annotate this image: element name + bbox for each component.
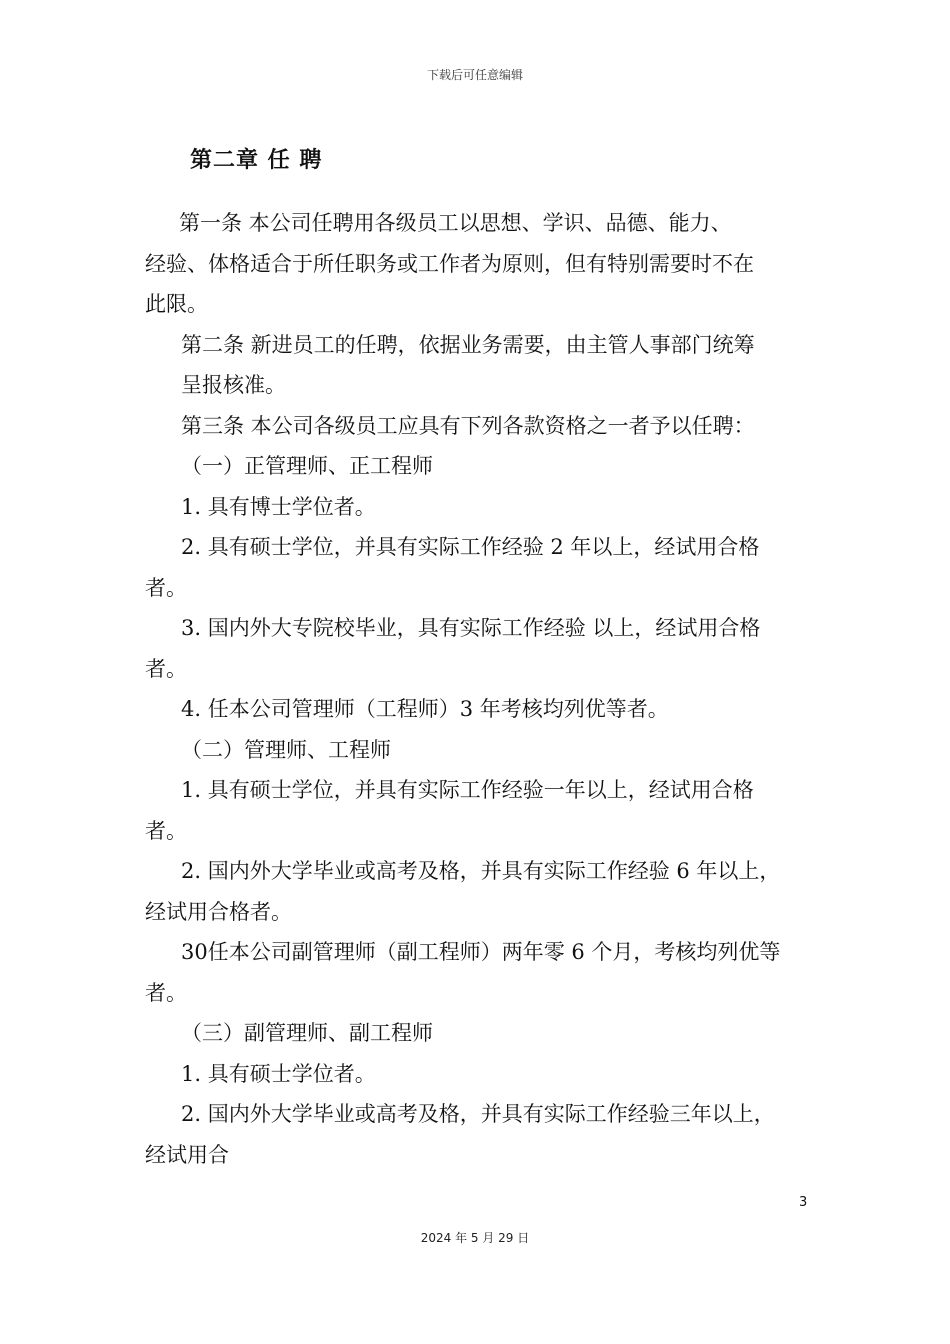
footer-date: 2024 年 5 月 29 日 [420,1231,530,1245]
body-line: 经试用合 [145,1142,229,1167]
body-line: 1. 具有硕士学位者。 [181,1061,376,1086]
body-line: 30任本公司副管理师（副工程师）两年零 6 个月，考核均列优等 [181,940,781,964]
document-body [145,203,815,1175]
body-line: 2. 国内外大学毕业或高考及格，并具有实际工作经验三年以上， [181,1102,775,1126]
body-line: 第一条 本公司任聘用各级员工以思想、学识、品德、能力、 [179,211,732,235]
body-line: （一）正管理师、正工程师 [181,454,433,478]
body-line: （三）副管理师、副工程师 [181,1021,433,1045]
chapter-title: 第二章 任 聘 [190,148,323,173]
body-line: 此限。 [145,292,208,316]
body-line: 3. 国内外大专院校毕业，具有实际工作经验 以上，经试用合格 [181,616,761,640]
body-line: 者。 [145,818,187,843]
body-line: 2. 具有硕士学位，并具有实际工作经验 2 年以上，经试用合格 [181,535,760,559]
body-line: 呈报核准。 [181,373,286,397]
body-line: 第二条 新进员工的任聘，依据业务需要，由主管人事部门统筹 [181,332,755,357]
body-line: 第三条 本公司各级员工应具有下列各款资格之一者予以任聘： [181,413,755,438]
page-number: 3 [799,1195,808,1210]
body-line: 2. 国内外大学毕业或高考及格，并具有实际工作经验 6 年以上， [181,859,781,883]
body-line: 经验、体格适合于所任职务或工作者为原则，但有特别需要时不在 [145,251,754,276]
body-line: 1. 具有硕士学位，并具有实际工作经验一年以上，经试用合格 [181,778,754,802]
body-line: 1. 具有博士学位者。 [181,494,376,519]
header-note: 下载后可任意编辑 [426,68,523,82]
body-line: 4. 任本公司管理师（工程师）3 年考核均列优等者。 [181,697,669,721]
body-line: 者。 [145,980,187,1005]
body-line: （二）管理师、工程师 [181,737,391,762]
body-line: 者。 [145,575,187,600]
body-line: 经试用合格者。 [145,899,292,924]
body-line: 者。 [145,656,187,681]
